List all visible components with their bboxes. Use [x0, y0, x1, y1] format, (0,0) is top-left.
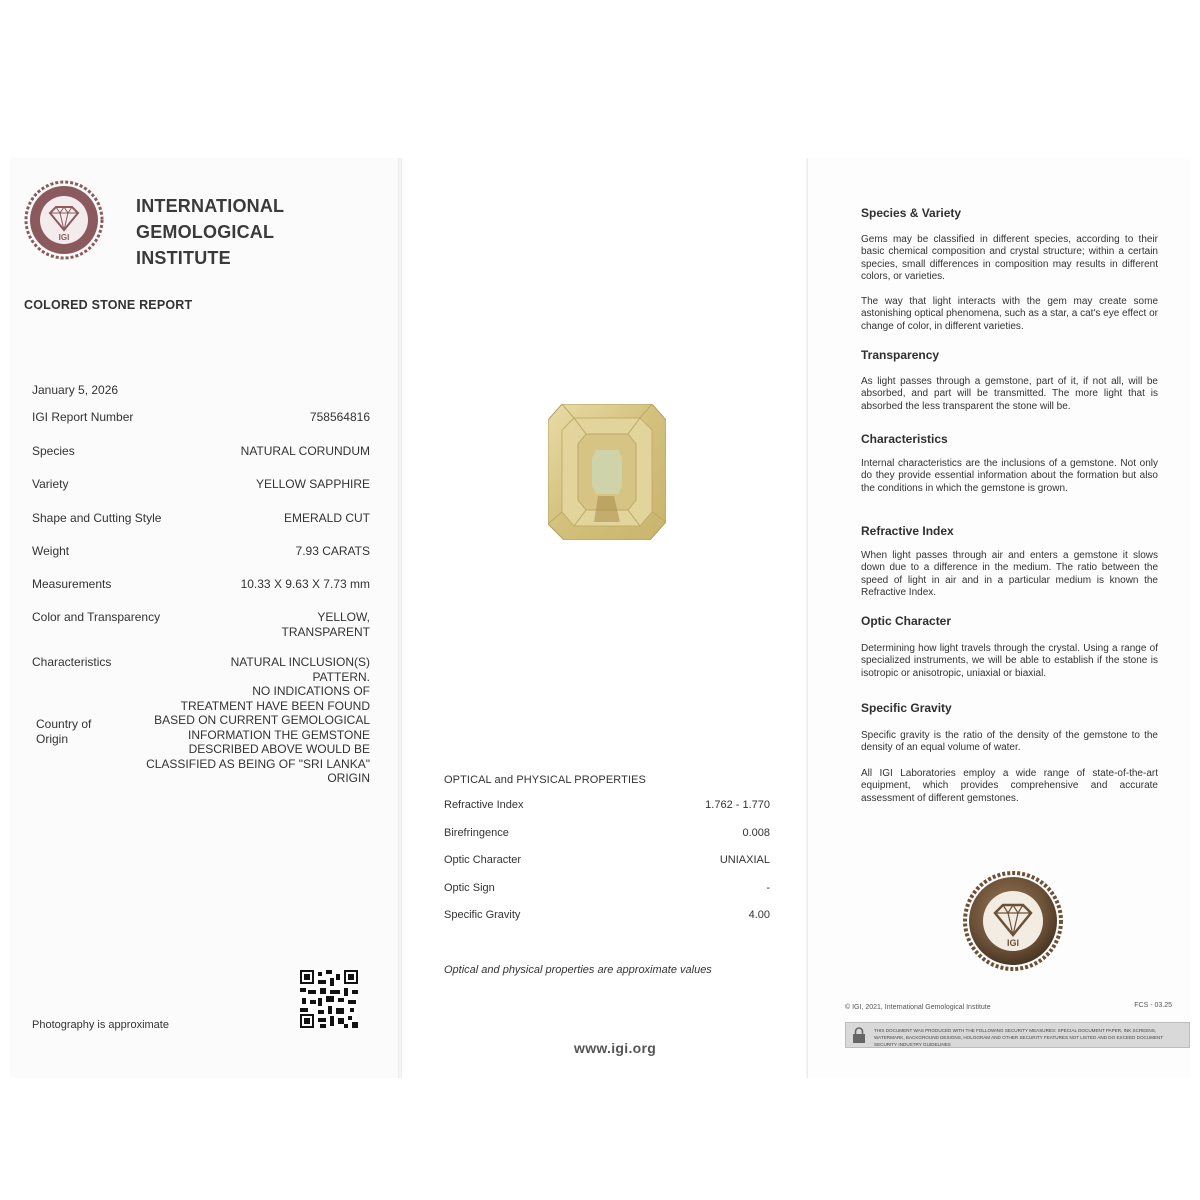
qr-code[interactable] — [300, 970, 358, 1028]
brand-name — [136, 193, 284, 271]
field-label: Color and Transparency — [32, 610, 161, 624]
value-line: CLASSIFIED AS BEING OF "SRI LANKA" — [146, 756, 370, 771]
section-paragraph: Specific gravity is the ratio of the density of the gemstone to the density of an equal volume of water. — [861, 730, 1158, 754]
value-line: NATURAL INCLUSION(S) — [230, 655, 370, 669]
value-line: TREATMENT HAVE BEEN FOUND — [180, 698, 370, 713]
property-row — [444, 882, 770, 894]
field-value: 7.93 CARATS — [295, 544, 370, 558]
brand-line: GEMOLOGICAL — [136, 222, 275, 242]
svg-text:IGI: IGI — [1006, 938, 1020, 948]
igi-logo — [24, 180, 104, 260]
section-paragraph: When light passes through air and enters a gemstone it slows down due to a difference in the medium. The ratio between the speed of light in air and in a particular medium is known the Refractive Index. — [861, 550, 1158, 598]
report-type: COLORED STONE REPORT — [24, 298, 193, 312]
characteristics-value — [140, 655, 370, 786]
section-title: Transparency — [861, 348, 940, 362]
field-label: IGI Report Number — [32, 410, 134, 424]
country-of-origin-label: Country of Origin — [36, 717, 92, 746]
section-title: Specific Gravity — [861, 701, 952, 715]
value-line: NO INDICATIONS OF — [252, 684, 370, 698]
value-line: PATTERN. — [312, 669, 370, 684]
form-code: FCS - 03.25 — [1134, 1002, 1172, 1009]
property-label: Optic Character — [444, 854, 522, 866]
section-paragraph: Determining how light travels through the crystal. Using a range of specialized instruments, we will be able to establish if the stone is isotropic or anisotropic, uniaxial or biaxial. — [861, 643, 1158, 679]
property-row — [444, 909, 770, 921]
field-value: 10.33 X 9.63 X 7.73 mm — [240, 577, 370, 591]
report-date: January 5, 2026 — [32, 383, 119, 397]
section-paragraph: The way that light interacts with the gem may create some astonishing optical phenomena, such as a star, a cat's eye effect or change of color, in different varieties. — [861, 296, 1158, 332]
svg-text:IGI: IGI — [58, 233, 70, 242]
security-notice-text: THIS DOCUMENT WAS PRODUCED WITH THE FOLLOWING SECURITY MEASURES: SPECIAL DOCUMENT PAPER, INK SCREENS, WATERMARK, BACKGROUND DESIGNS, HOLOGRAM AND OTHER SECURITY FEATURES NOT LISTED AND DO EXCEED DOCUMENT SECURITY INDUSTRY GUIDELINES — [874, 1028, 1164, 1047]
approximate-note: Optical and physical properties are approximate values — [444, 964, 712, 976]
section-title: Optic Character — [861, 614, 952, 628]
report-front-panel — [10, 158, 398, 1078]
field-value: NATURAL CORUNDUM — [240, 444, 370, 458]
property-value: 4.00 — [748, 909, 770, 921]
igi-seal-hologram — [963, 871, 1063, 971]
photography-note: Photography is approximate — [32, 1019, 169, 1031]
property-row — [444, 799, 770, 811]
field-value — [282, 610, 370, 639]
property-label: Refractive Index — [444, 799, 524, 811]
lock-icon — [852, 1027, 866, 1043]
info-panel — [808, 158, 1190, 1078]
section-paragraph: All IGI Laboratories employ a wide range of state-of-the-art equipment, which provides comprehensive and accurate assessment of different gemstones. — [861, 768, 1158, 804]
field-label: Weight — [32, 544, 70, 558]
gemstone-photo — [548, 404, 666, 540]
field-label: Species — [32, 444, 75, 458]
website-link[interactable]: www.igi.org — [574, 1040, 657, 1056]
copyright-text: © IGI, 2021, International Gemological Institute — [845, 1004, 991, 1011]
field-value: EMERALD CUT — [283, 511, 370, 525]
property-value: 0.008 — [742, 827, 770, 839]
value-line: INFORMATION THE GEMSTONE — [187, 727, 370, 742]
brand-line: INTERNATIONAL — [136, 196, 285, 216]
field-value: 758564816 — [309, 410, 370, 424]
field-value: YELLOW SAPPHIRE — [255, 477, 370, 491]
field-label: Shape and Cutting Style — [32, 511, 162, 525]
characteristics-label: Characteristics — [32, 655, 112, 669]
property-value: - — [766, 882, 770, 894]
property-row — [444, 827, 770, 839]
properties-panel — [402, 158, 806, 1078]
value-line: BASED ON CURRENT GEMOLOGICAL — [154, 713, 370, 727]
property-label: Specific Gravity — [444, 909, 521, 921]
security-notice — [845, 1022, 1190, 1048]
property-value: UNIAXIAL — [719, 854, 770, 866]
characteristics-block — [32, 655, 370, 795]
property-value: 1.762 - 1.770 — [705, 799, 770, 811]
properties-title: OPTICAL and PHYSICAL PROPERTIES — [444, 774, 646, 786]
value-line: ORIGIN — [327, 771, 370, 785]
section-title: Species & Variety — [861, 206, 962, 220]
value-line: YELLOW, — [317, 610, 370, 624]
section-title: Characteristics — [861, 432, 948, 446]
property-row — [444, 854, 770, 866]
field-label: Measurements — [32, 577, 112, 591]
property-label: Birefringence — [444, 827, 509, 839]
brand-line: INSTITUTE — [136, 248, 231, 268]
section-paragraph: Gems may be classified in different species, according to their basic chemical composition and crystal structure; within a certain species, small differences in composition may results in different colors, or varieties. — [861, 234, 1158, 282]
value-line: TRANSPARENT — [281, 624, 370, 639]
section-paragraph: Internal characteristics are the inclusions of a gemstone. Not only do they provide essential information about the formation but also the conditions in which the gemstone is grown. — [861, 458, 1158, 494]
section-title: Refractive Index — [861, 524, 954, 538]
property-label: Optic Sign — [444, 882, 495, 894]
section-paragraph: As light passes through a gemstone, part of it, if not all, will be absorbed, and part will be transmitted. The more light that is absorbed the less transparent the stone will be. — [861, 376, 1158, 412]
value-line: DESCRIBED ABOVE WOULD BE — [188, 742, 370, 756]
field-label: Variety — [32, 477, 69, 491]
